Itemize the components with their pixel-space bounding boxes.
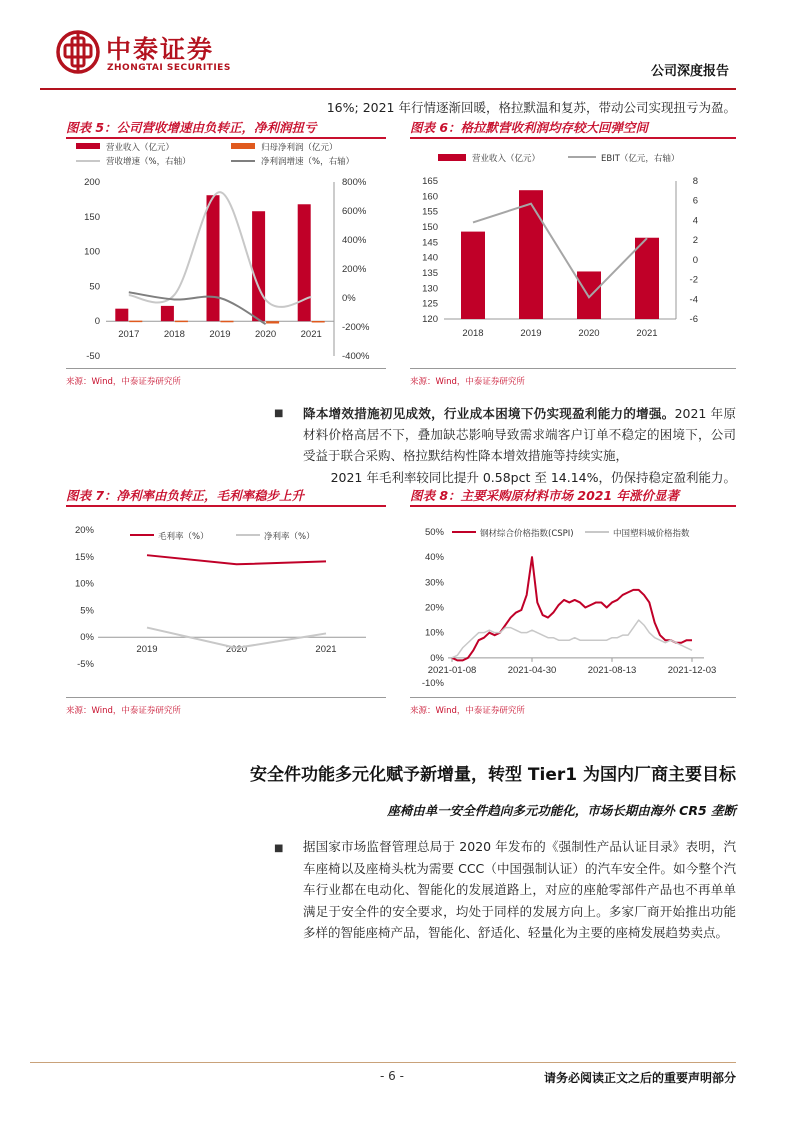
y-tick-label: 100 xyxy=(84,246,100,258)
x-tick-label: 2019 xyxy=(209,329,231,341)
figure-5-source: 来源：Wind，中泰证券研究所 xyxy=(66,377,181,387)
y2-tick-label: 0 xyxy=(692,254,698,266)
bar-revenue xyxy=(635,238,659,319)
bar-revenue xyxy=(161,306,174,321)
y-tick-label: 0 xyxy=(94,316,100,328)
figure-5-bottom-rule xyxy=(66,368,386,369)
bar-revenue xyxy=(115,309,128,322)
figure-5-chart xyxy=(66,140,386,369)
y-tick-label: 30% xyxy=(424,577,444,589)
header-divider xyxy=(40,88,736,90)
figure-8-chart xyxy=(410,508,736,698)
y2-tick-label: 600% xyxy=(342,206,367,217)
legend-label: 中国塑料城价格指数 xyxy=(613,529,690,539)
figure-5-title-rule xyxy=(66,137,386,139)
y2-tick-label: 200% xyxy=(342,264,367,275)
y-tick-label: 40% xyxy=(424,552,444,564)
x-tick-label: 2019 xyxy=(520,328,542,339)
figure-6-bottom-rule xyxy=(410,368,736,369)
bullet-icon: ■ xyxy=(274,408,284,419)
figure-7-title-rule xyxy=(66,505,386,507)
cost-paragraph-last-line: 2021 年毛利率较同比提升 0.58pct 至 14.14%，仍保持稳定盈利能力。 xyxy=(330,470,736,485)
legend-label: 毛利率（%） xyxy=(158,532,209,542)
section-title: 安全件功能多元化赋予新增量，转型 Tier1 为国内厂商主要目标 xyxy=(249,765,736,785)
y2-tick-label: 0% xyxy=(342,293,356,304)
y2-tick-label: -400% xyxy=(342,351,370,362)
x-tick-label: 2019 xyxy=(136,644,158,656)
x-tick-label: 2018 xyxy=(163,329,185,341)
figure-6-title-rule xyxy=(410,137,736,139)
x-tick-label: 2021-12-03 xyxy=(667,664,717,676)
x-tick-label: 2021 xyxy=(300,329,322,341)
y-tick-label: 165 xyxy=(422,176,438,187)
y-tick-label: 150 xyxy=(84,211,100,223)
y-tick-label: 160 xyxy=(422,191,438,203)
x-tick-label: 2020 xyxy=(578,328,600,339)
profit-growth-line xyxy=(129,292,266,324)
bar-net-profit xyxy=(129,321,142,323)
y-tick-label: 0% xyxy=(430,652,444,664)
y2-tick-label: -6 xyxy=(689,314,698,325)
y2-tick-label: -2 xyxy=(689,274,698,286)
bar-revenue xyxy=(298,204,311,321)
y-tick-label: -10% xyxy=(421,678,444,689)
y-tick-label: 150 xyxy=(422,222,438,233)
legend-label: 净利润增速（%，右轴） xyxy=(261,157,355,167)
y-tick-label: 50% xyxy=(424,527,444,538)
cost-paragraph xyxy=(303,403,736,466)
figure-8-title: 图表 8：主要采购原材料市场 2021 年涨价显著 xyxy=(410,488,680,503)
legend-label: EBIT（亿元，右轴） xyxy=(601,154,680,164)
seat-paragraph: 据国家市场监督管理总局于 2020 年发布的《强制性产品认证目录》表明，汽车座椅以及座椅头枕为需要 CCC（中国强制认证）的汽车安全件。如今整个汽车行业都在电动化、智能化的发展道路上，对应的座舱零部件产品也不再单单满足于安全件的安全要求，均处于同样的发展方向上。多家厂商开始推出功能多样的智能座椅产品，智能化、舒适化、轻量化为主要的座椅发展趋势卖点。 xyxy=(303,839,736,940)
x-tick-label: 2020 xyxy=(225,644,248,656)
x-tick-label: 2018 xyxy=(462,328,484,339)
figure-7-title: 图表 7：净利率由负转正，毛利率稳步上升 xyxy=(66,488,305,503)
y-tick-label: 15% xyxy=(74,551,94,563)
y-tick-label: -50 xyxy=(86,351,100,362)
x-tick-label: 2021 xyxy=(636,328,658,339)
y-tick-label: 10% xyxy=(424,627,444,639)
brand-name-cn: 中泰证券 xyxy=(106,35,215,64)
y-tick-label: 145 xyxy=(422,237,438,249)
y2-tick-label: 6 xyxy=(692,195,698,207)
section-subtitle: 座椅由单一安全件趋向多元功能化，市场长期由海外 CR5 垄断 xyxy=(387,803,736,818)
report-type-label: 公司深度报告 xyxy=(650,64,729,79)
legend-label: 钢材综合价格指数(CSPI) xyxy=(480,529,574,539)
bar-revenue xyxy=(577,271,601,319)
footer-divider xyxy=(30,1062,736,1063)
legend-label: 营业收入（亿元） xyxy=(106,143,175,153)
y2-tick-label: 800% xyxy=(342,177,367,188)
bar-revenue xyxy=(252,211,265,321)
y-tick-label: 20% xyxy=(424,602,444,614)
figure-8-title-rule xyxy=(410,505,736,507)
figure-6-source: 来源：Wind，中泰证券研究所 xyxy=(410,377,525,387)
x-tick-label: 2021-08-13 xyxy=(587,664,637,676)
bar-net-profit xyxy=(266,321,279,323)
x-tick-label: 2021-04-30 xyxy=(507,664,557,676)
figure-7-source: 来源：Wind，中泰证券研究所 xyxy=(66,706,181,716)
y-tick-label: 20% xyxy=(74,525,94,536)
cost-paragraph-body: 2021 年原材料价格高居不下，叠加缺芯影响导致需求端客户订单不稳定的困境下，公司受益于联合采购、格拉默结构性降本增效措施等持续实施， xyxy=(303,406,736,463)
bar-revenue xyxy=(207,195,220,321)
figure-7-bottom-rule xyxy=(66,697,386,698)
legend-label: 归母净利润（亿元） xyxy=(261,143,338,153)
revenue-growth-line xyxy=(129,192,311,307)
y-tick-label: 5% xyxy=(80,605,94,617)
figure-6-title: 图表 6：格拉默营收利润均存较大回弹空间 xyxy=(410,120,649,135)
y2-tick-label: -4 xyxy=(689,294,698,306)
footer-disclaimer: 请务必阅读正文之后的重要声明部分 xyxy=(543,1071,736,1085)
intro-paragraph-tail: 16%; 2021 年行情逐渐回暖，格拉默温和复苏，带动公司实现扭亏为盈。 xyxy=(326,100,736,115)
y-tick-label: 140 xyxy=(422,252,438,264)
ebit-line xyxy=(473,204,647,298)
y-tick-label: 0% xyxy=(80,632,94,644)
figure-7-chart xyxy=(66,508,386,698)
gross-margin-line xyxy=(147,555,326,564)
x-tick-label: 2017 xyxy=(118,329,140,341)
steel-index-line xyxy=(452,557,692,660)
figure-8-source: 来源：Wind，中泰证券研究所 xyxy=(410,706,525,716)
y-tick-label: 50 xyxy=(89,281,100,293)
zhongtai-logo-icon xyxy=(56,30,100,74)
bar-net-profit xyxy=(221,321,234,323)
y2-tick-label: 4 xyxy=(692,215,698,227)
page-number: - 6 - xyxy=(380,1069,404,1083)
y-tick-label: 125 xyxy=(422,298,438,310)
y-tick-label: 120 xyxy=(422,314,438,325)
y-tick-label: 155 xyxy=(422,206,438,218)
bar-net-profit xyxy=(312,321,325,323)
legend-label: 净利率（%） xyxy=(264,532,315,542)
bar-revenue xyxy=(461,232,485,319)
x-tick-label: 2020 xyxy=(255,329,277,341)
cost-paragraph-lead: 降本增效措施初见成效，行业成本困境下仍实现盈利能力的增强。 xyxy=(303,406,675,421)
figure-5-title: 图表 5：公司营收增速由负转正，净利润扭亏 xyxy=(66,120,317,135)
brand-name-en: ZHONGTAI SECURITIES xyxy=(107,63,231,73)
legend-swatch xyxy=(231,143,255,149)
y-tick-label: -5% xyxy=(77,659,94,670)
y-tick-label: 130 xyxy=(422,283,438,295)
y-tick-label: 10% xyxy=(74,578,94,590)
y-tick-label: 200 xyxy=(84,177,100,188)
y2-tick-label: 400% xyxy=(342,235,367,246)
legend-swatch xyxy=(438,154,466,161)
y-tick-label: 135 xyxy=(422,268,438,279)
figure-6-chart xyxy=(410,140,736,369)
bar-revenue xyxy=(519,190,543,319)
legend-label: 营收增速（%，右轴） xyxy=(106,157,191,167)
x-tick-label: 2021 xyxy=(315,644,337,656)
y2-tick-label: 2 xyxy=(692,235,698,247)
legend-swatch xyxy=(76,143,100,149)
x-tick-label: 2021-01-08 xyxy=(427,664,477,676)
legend-label: 营业收入（亿元） xyxy=(472,154,541,164)
bullet-icon: ■ xyxy=(274,843,284,854)
bar-net-profit xyxy=(175,321,188,323)
figure-8-bottom-rule xyxy=(410,697,736,698)
y2-tick-label: -200% xyxy=(342,322,370,333)
y2-tick-label: 8 xyxy=(692,176,698,187)
